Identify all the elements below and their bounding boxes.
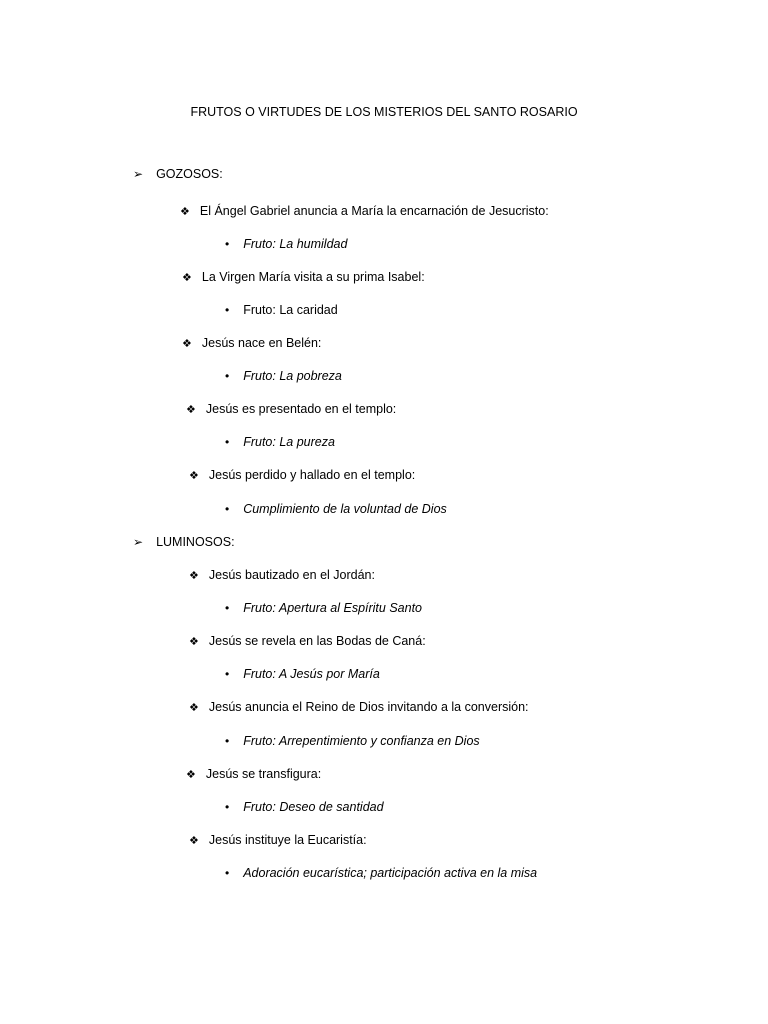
fruit-label: Fruto: La humildad	[243, 237, 348, 251]
diamond-bullet-icon: ❖	[189, 835, 199, 847]
mystery-item	[182, 269, 425, 286]
arrow-bullet-icon: ➢	[133, 167, 144, 181]
fruit-item	[225, 666, 380, 682]
mystery-label: Jesús se transfigura:	[205, 767, 322, 781]
mystery-label: Jesús instituye la Eucaristía:	[208, 833, 367, 847]
fruit-item	[225, 600, 422, 616]
fruit-label: Cumplimiento de la voluntad de Dios	[243, 502, 447, 516]
dot-bullet-icon: •	[225, 369, 230, 383]
diamond-bullet-icon: ❖	[180, 206, 190, 218]
mystery-label: Jesús es presentado en el templo:	[205, 402, 397, 416]
section-heading-gozosos	[133, 166, 223, 182]
dot-bullet-icon: •	[225, 667, 230, 681]
diamond-bullet-icon: ❖	[189, 702, 199, 714]
dot-bullet-icon: •	[225, 237, 230, 251]
fruit-item	[225, 236, 347, 252]
dot-bullet-icon: •	[225, 866, 230, 880]
fruit-label: Fruto: A Jesús por María	[243, 667, 380, 681]
fruit-label: Fruto: Deseo de santidad	[243, 800, 384, 814]
fruit-label: Fruto: Arrepentimiento y confianza en Dios	[243, 734, 480, 748]
mystery-label: Jesús se revela en las Bodas de Caná:	[208, 634, 426, 648]
fruit-item	[225, 501, 447, 517]
dot-bullet-icon: •	[225, 303, 230, 317]
fruit-label: Fruto: La pureza	[243, 435, 335, 449]
mystery-label: Jesús nace en Belén:	[201, 336, 322, 350]
diamond-bullet-icon: ❖	[186, 404, 196, 416]
fruit-item	[225, 733, 480, 749]
dot-bullet-icon: •	[225, 601, 230, 615]
mystery-item	[189, 567, 375, 584]
mystery-label: Jesús perdido y hallado en el templo:	[208, 468, 416, 482]
fruit-item	[225, 368, 342, 384]
section-heading-label: LUMINOSOS:	[156, 535, 235, 549]
mystery-item	[182, 335, 321, 352]
mystery-label: Jesús bautizado en el Jordán:	[208, 568, 375, 582]
dot-bullet-icon: •	[225, 502, 230, 516]
fruit-label: Fruto: La caridad	[243, 303, 338, 317]
fruit-label: Fruto: La pobreza	[243, 369, 342, 383]
mystery-item	[189, 699, 529, 716]
arrow-bullet-icon: ➢	[133, 535, 144, 549]
dot-bullet-icon: •	[225, 734, 230, 748]
mystery-label: El Ángel Gabriel anuncia a María la encarnación de Jesucristo:	[199, 204, 549, 218]
dot-bullet-icon: •	[225, 800, 230, 814]
fruit-item	[225, 865, 537, 881]
mystery-item	[189, 832, 367, 849]
diamond-bullet-icon: ❖	[186, 769, 196, 781]
mystery-label: La Virgen María visita a su prima Isabel:	[201, 270, 425, 284]
fruit-label: Adoración eucarística; participación activa en la misa	[243, 866, 538, 880]
fruit-item	[225, 302, 338, 318]
diamond-bullet-icon: ❖	[189, 636, 199, 648]
section-heading-label: GOZOSOS:	[156, 167, 223, 181]
section-heading-luminosos	[133, 534, 235, 550]
diamond-bullet-icon: ❖	[182, 338, 192, 350]
fruit-item	[225, 434, 335, 450]
mystery-item	[180, 203, 549, 220]
mystery-item	[186, 401, 396, 418]
fruit-item	[225, 799, 384, 815]
dot-bullet-icon: •	[225, 435, 230, 449]
document-title: FRUTOS O VIRTUDES DE LOS MISTERIOS DEL SANTO ROSARIO	[190, 105, 578, 119]
mystery-item	[189, 633, 426, 650]
diamond-bullet-icon: ❖	[189, 570, 199, 582]
diamond-bullet-icon: ❖	[189, 470, 199, 482]
fruit-label: Fruto: Apertura al Espíritu Santo	[243, 601, 422, 615]
diamond-bullet-icon: ❖	[182, 272, 192, 284]
mystery-label: Jesús anuncia el Reino de Dios invitando a la conversión:	[208, 700, 529, 714]
mystery-item	[189, 467, 415, 484]
mystery-item	[186, 766, 321, 783]
